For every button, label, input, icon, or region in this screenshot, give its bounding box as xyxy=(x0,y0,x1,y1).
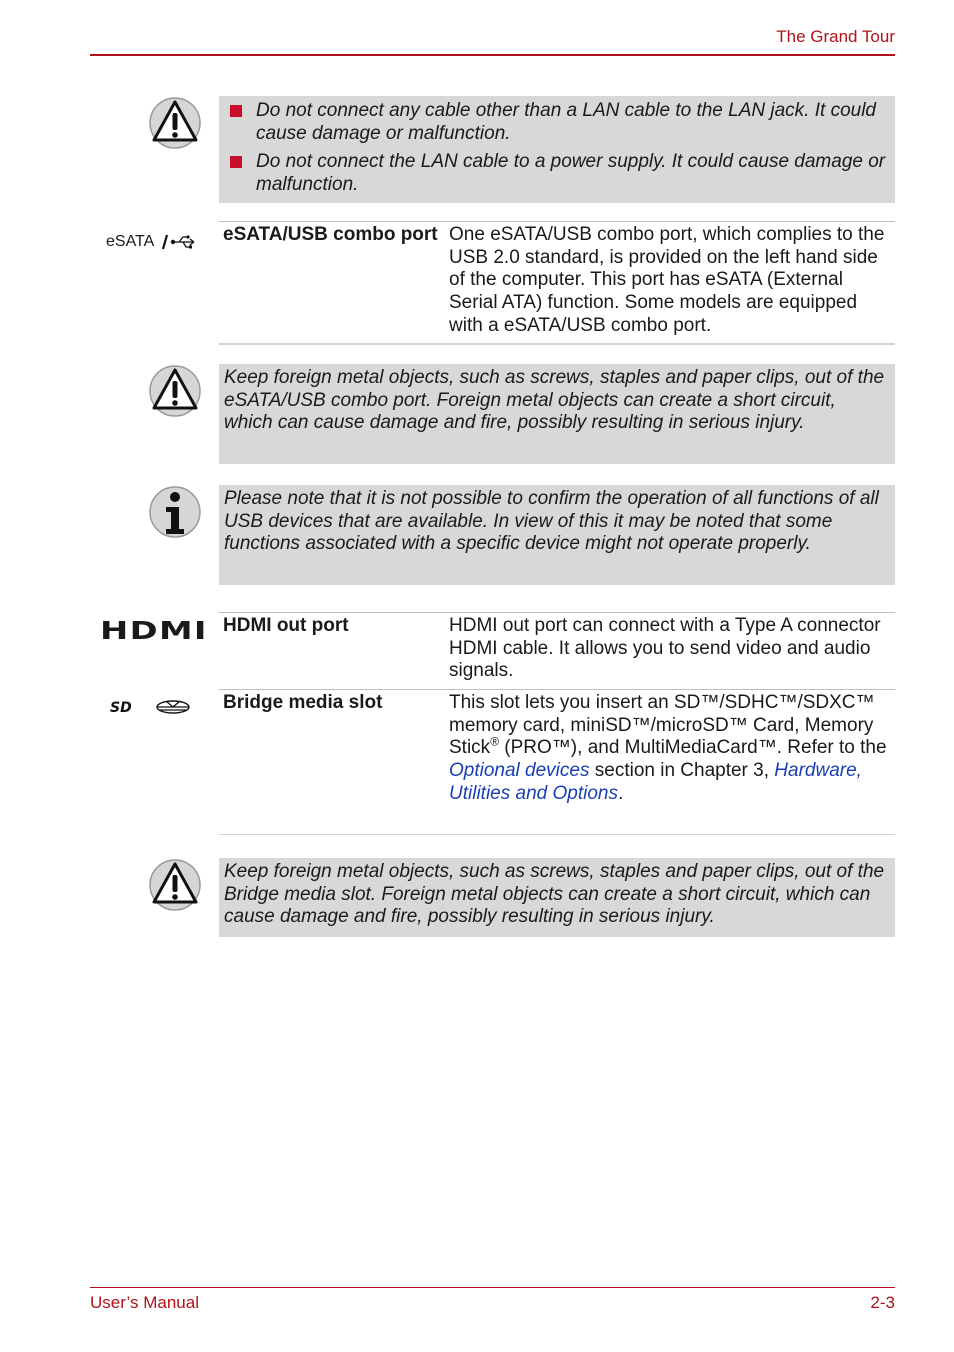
note-box-usb xyxy=(219,485,895,585)
caution-text: Keep foreign metal objects, such as screws, staples and paper clips, out of the eSATA/USB combo port. Foreign metal objects can create a short circuit, which can cause damage and fire, possibly resulting in serious injury. xyxy=(224,367,885,434)
registered-mark: ® xyxy=(490,735,500,750)
divider xyxy=(219,834,895,835)
desc-text: (PRO™), and MultiMediaCard™. Refer to the xyxy=(499,737,887,759)
header-rule xyxy=(90,54,895,56)
divider xyxy=(219,343,895,345)
term-esata: eSATA/USB combo port xyxy=(223,224,438,245)
caution-icon xyxy=(148,96,202,150)
footer-manual-title: User’s Manual xyxy=(90,1293,199,1312)
sd-memory-stick-icon xyxy=(108,697,192,717)
caution-box-esata xyxy=(219,364,895,464)
term-bridge-media: Bridge media slot xyxy=(223,692,383,713)
usb-symbol-icon xyxy=(158,233,198,251)
caution-box-bridge-media xyxy=(219,858,895,937)
table-row-bridge-media xyxy=(219,689,895,835)
caution-text: Do not connect the LAN cable to a power supply. It could cause damage or malfunction. xyxy=(256,151,886,196)
esata-label: eSATA xyxy=(106,233,155,250)
caution-box-lan xyxy=(219,96,895,203)
desc-esata: One eSATA/USB combo port, which complies to the USB 2.0 standard, is provided on the left hand side of the computer. This port has eSATA (External Serial ATA) function. Some models are equipped with a eSATA/USB combo port. xyxy=(449,224,885,336)
desc-hdmi: HDMI out port can connect with a Type A connector HDMI cable. It allows you to send video and audio signals. xyxy=(449,615,881,682)
desc-text: section in Chapter 3, xyxy=(589,760,775,782)
bullet-square-icon xyxy=(230,105,242,117)
svg-text:SD: SD xyxy=(110,700,132,716)
desc-text: . xyxy=(617,782,624,804)
table-row-esata xyxy=(219,221,895,344)
term-hdmi: HDMI out port xyxy=(223,615,349,636)
caution-text: Do not connect any cable other than a LAN cable to the LAN jack. It could cause damage or malfunction. xyxy=(256,100,876,144)
info-icon xyxy=(148,485,202,539)
running-header-title: The Grand Tour xyxy=(776,27,895,46)
page-number: 2-3 xyxy=(870,1293,895,1312)
list-item xyxy=(224,100,889,145)
esata-usb-icon xyxy=(106,233,198,251)
list-item xyxy=(224,151,889,196)
footer-rule xyxy=(90,1287,895,1288)
desc-bridge-media xyxy=(449,692,895,806)
caution-icon xyxy=(148,858,202,912)
caution-text: Keep foreign metal objects, such as screws, staples and paper clips, out of the Bridge media slot. Foreign metal objects can create a short circuit, which can cause damage and fire, possibly resulting in serious injury. xyxy=(224,861,885,928)
note-text: Please note that it is not possible to confirm the operation of all functions of all USB devices that are available. In view of this it may be noted that some functions associated with a specific device might not operate properly. xyxy=(224,488,879,555)
caution-icon xyxy=(148,364,202,418)
bullet-square-icon xyxy=(230,156,242,168)
link-hardware-utilities-options[interactable]: Hardware, Utilities and Options xyxy=(449,760,862,804)
hdmi-logo-icon: HDMI xyxy=(100,616,208,645)
table-row-hdmi xyxy=(219,612,895,689)
link-optional-devices[interactable]: Optional devices xyxy=(449,760,590,782)
desc-text: This slot lets you insert an SD™/SDHC™/SDXC™ memory card, miniSD™/microSD™ Card, Memory Stick xyxy=(449,692,875,759)
